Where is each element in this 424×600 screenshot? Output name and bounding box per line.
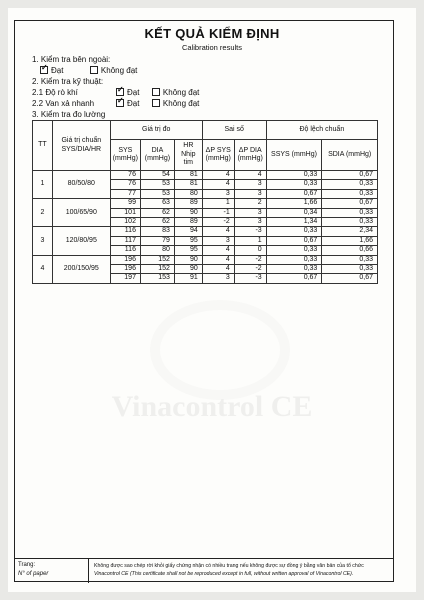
leak-fail-checkbox[interactable] — [152, 88, 160, 96]
table-row — [33, 227, 378, 236]
delta-dia-cell: 3 — [234, 180, 266, 189]
external-fail-label: Không đạt — [100, 66, 138, 75]
dia-cell: 153 — [140, 274, 174, 283]
s-sys-cell: 0,33 — [266, 227, 322, 236]
valve-test-options — [116, 99, 199, 108]
hr-cell: 94 — [174, 227, 202, 236]
valve-pass-checkbox[interactable] — [116, 99, 124, 107]
measurement-check-label: 3. Kiểm tra đo lường — [32, 110, 106, 119]
table-header-row — [33, 121, 378, 140]
footer — [14, 558, 394, 583]
s-dia-cell: 0,67 — [322, 171, 378, 180]
table-row — [33, 199, 378, 208]
s-sys-cell: 1,34 — [266, 218, 322, 227]
sys-cell: 101 — [110, 208, 140, 217]
s-sys-cell: 0,33 — [266, 265, 322, 274]
standard-value: 120/80/95 — [52, 227, 110, 255]
header-measured: Giá trị đo — [110, 121, 202, 140]
hr-cell: 80 — [174, 189, 202, 198]
hr-cell: 89 — [174, 218, 202, 227]
header-deviation: Độ lệch chuẩn — [266, 121, 377, 140]
delta-dia-cell: 1 — [234, 236, 266, 245]
delta-dia-cell: -3 — [234, 227, 266, 236]
s-sys-cell: 0,67 — [266, 274, 322, 283]
delta-sys-cell: 1 — [202, 199, 234, 208]
dia-cell: 152 — [140, 255, 174, 264]
row-index: 3 — [33, 227, 53, 255]
delta-dia-cell: 2 — [234, 199, 266, 208]
external-check-options — [40, 66, 137, 75]
footer-page-en: N° of paper — [18, 571, 49, 577]
page-title: KẾT QUẢ KIỂM ĐỊNH — [144, 26, 280, 41]
s-dia-cell: 0,33 — [322, 265, 378, 274]
s-dia-cell: 0,67 — [322, 274, 378, 283]
dia-cell: 79 — [140, 236, 174, 245]
sys-cell: 77 — [110, 189, 140, 198]
sys-cell: 102 — [110, 218, 140, 227]
s-dia-cell: 1,66 — [322, 236, 378, 245]
hr-cell: 81 — [174, 180, 202, 189]
s-dia-cell: 0,33 — [322, 189, 378, 198]
sys-cell: 76 — [110, 180, 140, 189]
standard-value: 200/150/95 — [52, 255, 110, 283]
hr-cell: 91 — [174, 274, 202, 283]
delta-dia-cell: -3 — [234, 274, 266, 283]
delta-sys-cell: -2 — [202, 218, 234, 227]
row-index: 1 — [33, 171, 53, 199]
s-sys-cell: 0,34 — [266, 208, 322, 217]
header-delta-sys: ΔP SYS (mmHg) — [202, 140, 234, 171]
s-dia-cell: 0,66 — [322, 246, 378, 255]
footer-notice — [94, 562, 390, 578]
technical-check-label: 2. Kiểm tra kỹ thuật: — [32, 77, 104, 86]
s-sys-cell: 0,33 — [266, 255, 322, 264]
delta-dia-cell: 3 — [234, 189, 266, 198]
page-subtitle: Calibration results — [181, 43, 243, 52]
hr-cell: 90 — [174, 255, 202, 264]
dia-cell: 62 — [140, 218, 174, 227]
footer-page-vi: Trang: — [18, 562, 36, 568]
dia-cell: 152 — [140, 265, 174, 274]
external-check-label: 1. Kiểm tra bên ngoài: — [32, 55, 111, 64]
s-sys-cell: 0,33 — [266, 171, 322, 180]
delta-sys-cell: 3 — [202, 236, 234, 245]
hr-cell: 90 — [174, 265, 202, 274]
footer-page-label — [18, 561, 82, 579]
hr-cell: 95 — [174, 236, 202, 245]
header-tt: TT — [33, 121, 53, 171]
leak-test-options — [116, 88, 199, 97]
delta-sys-cell: 4 — [202, 255, 234, 264]
sys-cell: 99 — [110, 199, 140, 208]
s-sys-cell: 0,67 — [266, 189, 322, 198]
s-dia-cell: 0,33 — [322, 218, 378, 227]
header-hr: HR Nhịp tim — [174, 140, 202, 171]
valve-fail-label: Không đạt — [162, 99, 200, 108]
footer-divider — [88, 559, 89, 583]
hr-cell: 90 — [174, 208, 202, 217]
delta-dia-cell: 3 — [234, 208, 266, 217]
s-dia-cell: 2,34 — [322, 227, 378, 236]
sys-cell: 116 — [110, 227, 140, 236]
external-pass-checkbox[interactable] — [40, 66, 48, 74]
leak-pass-checkbox[interactable] — [116, 88, 124, 96]
hr-cell: 89 — [174, 199, 202, 208]
sys-cell: 117 — [110, 236, 140, 245]
delta-sys-cell: 4 — [202, 246, 234, 255]
sys-cell: 116 — [110, 246, 140, 255]
header-s-dia: SDIA (mmHg) — [322, 140, 378, 171]
delta-dia-cell: 4 — [234, 171, 266, 180]
footer-notice-vi: Không được sao chép rời khỏi giấy chứng nhận có nhiều trang nếu không được sự đồng ý bằng văn bản của tổ chức — [94, 563, 364, 569]
valve-fail-checkbox[interactable] — [152, 99, 160, 107]
leak-fail-label: Không đạt — [162, 88, 200, 97]
leak-test-label: 2.1 Độ rò khí — [32, 88, 78, 97]
s-sys-cell: 1,66 — [266, 199, 322, 208]
header-delta-dia: ΔP DIA (mmHg) — [234, 140, 266, 171]
table-row — [33, 255, 378, 264]
footer-notice-en: Vinacontrol CE (This certificate shall not be reproduced except in full, without written approval of Vinacontrol CE). — [94, 571, 354, 577]
dia-cell: 63 — [140, 199, 174, 208]
hr-cell: 95 — [174, 246, 202, 255]
sys-cell: 76 — [110, 171, 140, 180]
dia-cell: 53 — [140, 180, 174, 189]
header-s-sys: SSYS (mmHg) — [266, 140, 322, 171]
table-row — [33, 171, 378, 180]
standard-value: 100/65/90 — [52, 199, 110, 227]
leak-pass-label: Đạt — [127, 88, 140, 97]
s-sys-cell: 0,33 — [266, 180, 322, 189]
row-index: 4 — [33, 255, 53, 283]
dia-cell: 80 — [140, 246, 174, 255]
header-error: Sai số — [202, 121, 266, 140]
s-dia-cell: 0,33 — [322, 208, 378, 217]
hr-cell: 81 — [174, 171, 202, 180]
delta-sys-cell: 3 — [202, 189, 234, 198]
dia-cell: 53 — [140, 189, 174, 198]
delta-dia-cell: -2 — [234, 255, 266, 264]
valve-pass-label: Đạt — [127, 99, 140, 108]
dia-cell: 54 — [140, 171, 174, 180]
external-fail-checkbox[interactable] — [90, 66, 98, 74]
row-index: 2 — [33, 199, 53, 227]
delta-sys-cell: 4 — [202, 265, 234, 274]
standard-value: 80/50/80 — [52, 171, 110, 199]
dia-cell: 83 — [140, 227, 174, 236]
sys-cell: 197 — [110, 274, 140, 283]
delta-dia-cell: -2 — [234, 265, 266, 274]
delta-sys-cell: 3 — [202, 274, 234, 283]
delta-sys-cell: 4 — [202, 227, 234, 236]
s-dia-cell: 0,33 — [322, 255, 378, 264]
calibration-table — [32, 120, 378, 284]
watermark-text: Vinacontrol CE — [111, 390, 313, 423]
external-pass-label: Đạt — [51, 66, 64, 75]
dia-cell: 62 — [140, 208, 174, 217]
sys-cell: 196 — [110, 265, 140, 274]
header-dia: DIA (mmHg) — [140, 140, 174, 171]
s-sys-cell: 0,33 — [266, 246, 322, 255]
s-dia-cell: 0,33 — [322, 180, 378, 189]
sys-cell: 196 — [110, 255, 140, 264]
delta-sys-cell: 4 — [202, 171, 234, 180]
valve-test-label: 2.2 Van xả nhanh — [32, 99, 95, 108]
delta-sys-cell: -1 — [202, 208, 234, 217]
s-dia-cell: 0,67 — [322, 199, 378, 208]
delta-dia-cell: 3 — [234, 218, 266, 227]
delta-dia-cell: 0 — [234, 246, 266, 255]
header-standard: Giá trị chuẩn SYS/DIA/HR — [52, 121, 110, 171]
table-body — [33, 171, 378, 284]
delta-sys-cell: 4 — [202, 180, 234, 189]
s-sys-cell: 0,67 — [266, 236, 322, 245]
header-sys: SYS (mmHg) — [110, 140, 140, 171]
